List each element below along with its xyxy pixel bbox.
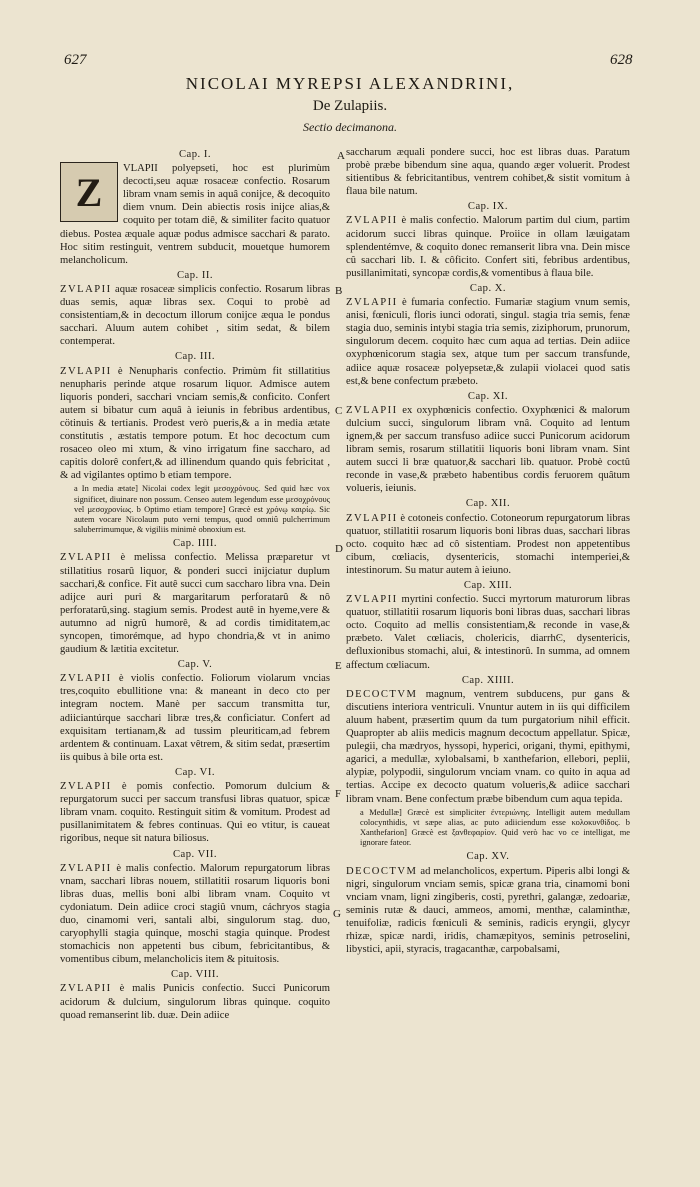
footnote: a In media ætate] Nicolai codex legit μεσοχρόνους. Sed quid hæc vox significet, diuinare non possum. Censeo autem legendum esse μεσοχρόνους vel μεσοχρονίως. b Optimo etiam tempore] Græcè est χρόνῳ καιρίῳ. Sic autem vocare Nicolaum puto verni tempus, quod omniû pulcherrimum saluberrimumque, & vigiliis minimè obnoxium est. bbox=[74, 484, 330, 535]
recipe-lead: ZVLAPII bbox=[60, 862, 112, 874]
recipe-entry bbox=[60, 982, 330, 1021]
margin-letter-g: G bbox=[333, 908, 341, 920]
recipe-entry bbox=[60, 283, 330, 348]
left-column bbox=[60, 146, 330, 1022]
recipe-text: è melissa confectio. Melissa præparetur vt stillatitius rosarû liquor, & ponderi succi inijciatur duplum sacchari,& confice. Fit autê succi cum saccharo libra vna. Dein adijce auri puri & margaritarum perforatarû & nô perforatarû,sing. stagium semis. Prodest autê in hyeme,vere & autumno ad nigrû humorê, & ad cordis timiditatem,ac syncopen, timorémque, ad hypo chondria,& vt in animo gaudium & lætitia excitetur. bbox=[60, 552, 330, 656]
decorated-initial: Z bbox=[60, 162, 118, 222]
recipe-lead: ZVLAPII bbox=[60, 983, 112, 995]
recipe-lead: ZVLAPII bbox=[346, 594, 398, 606]
recipe-lead: ZVLAPII bbox=[346, 297, 398, 309]
margin-letter-d: D bbox=[335, 543, 343, 555]
recipe-text: VLAPII polyepseti, hoc est plurimùm decocti,seu aquæ rosaceæ confectio. Rosarum libram vnam semis in aquâ conijce, & decoquito diem vnum. Dein abiectis rosis inijce alias,& coquito per totam diê, & similiter facito quatuor diebus. Postea æquale aquæ podus admisce sacchari & parato. Hoc sitim restinguit, ventrem subducit, mouetque humorem melancholicum. bbox=[60, 163, 330, 266]
recipe-entry bbox=[60, 162, 330, 267]
page-number-left: 627 bbox=[64, 52, 87, 68]
page-number-right: 628 bbox=[610, 52, 633, 68]
recipe-entry bbox=[60, 365, 330, 483]
running-title: NICOLAI MYREPSI ALEXANDRINI, bbox=[185, 74, 515, 93]
recipe-entry bbox=[60, 780, 330, 845]
chapter-heading: Cap. VI. bbox=[175, 766, 215, 778]
recipe-lead: ZVLAPII bbox=[346, 215, 398, 227]
recipe-lead: DECOCTVM bbox=[346, 688, 418, 700]
chapter-heading: Cap. X. bbox=[469, 282, 507, 294]
recipe-text: è violis confectio. Foliorum violarum vncias tres,coquito ebullitione vna: & maneant in deco cto per integram noctem. Manè per saccum transmitta tur, adiiciantúrque sacchari libræ tres,& conficiatur. Confert ad exquisitam tertianam,& ad tussim pleuriticam,ad febrem ardentem & continuam. Laxat vêtrem, & sitim sedat, præsertim iis quibus à bile orta est. bbox=[60, 673, 330, 763]
recipe-lead: ZVLAPII bbox=[60, 781, 112, 793]
recipe-lead: ZVLAPII bbox=[60, 365, 112, 377]
recipe-text: è pomis confectio. Pomorum dulcium & repurgatorum succi per saccum transfusi libras quatuor, spicæ libram vnam. coquito. Restinguit sitim & vomitum. Prodest ad pusillanimitatem & febres continuas. Qui eo vtitur, is caueat rigoribus, neque sit natura biliosus. bbox=[60, 781, 330, 845]
recipe-lead: DECOCTVM bbox=[346, 865, 418, 877]
chapter-heading: Cap. XV. bbox=[466, 851, 510, 863]
recipe-entry bbox=[60, 551, 330, 656]
recipe-text: è cotoneis confectio. Cotoneorum repurgatorum libras quatuor, stillatitii rosarum liquoris boni libras duas, sacchari libras octo. coquito hæc ad cô sistentiam. Prodest non appetentibus cibum, cœliacis, dysentericis, stomachi intemperiei,& intestinorum. Su matur autem à ieiuno. bbox=[346, 512, 630, 576]
chapter-heading: Cap. IIII. bbox=[172, 538, 218, 550]
recipe-entry bbox=[60, 862, 330, 967]
recipe-text: ad melancholicos, expertum. Piperis albi longi & nigri, singulorum vnciam semis, spicæ grana tria, cinamomi boni vnciam vnam, ligni zingiberis, costi, pyrethri, galangæ, zedoariæ, seminis rutæ & dauci, ammeos, amomi, menthæ, calaminthæ, tenuifoliæ, radicis fœniculi & seminis, radicis eryngii, glycyr rhizæ, spicæ nardi, iridis, chamæpityos, seminis petroselini, libystici, apii, styracis, tragacanthæ, carpobalsami, bbox=[346, 865, 630, 956]
chapter-heading: Cap. IX. bbox=[467, 201, 509, 213]
recipe-text: è malis confectio. Malorum repurgatorum libras vnam, sacchari libras nouem, stillatitii rosarum liquoris boni libras duas, mellis boni albi libram vnam. Coquito vt cydoniatum. Dein adiice croci stagiû vnum, cáchryos stagia duo, cinamomi veri, santali albi, singulorum stag. duo, caryophylli stagia quinque, moschi stagia quinque. Prodest stomachicis non appetenti bus cibum, febricitantibus, & vomentibus cibum, melancholicis item & pituitosis. bbox=[60, 862, 330, 966]
recipe-entry bbox=[346, 688, 630, 806]
recipe-entry bbox=[346, 404, 630, 496]
margin-letter-b: B bbox=[335, 285, 343, 297]
recipe-entry bbox=[346, 296, 630, 388]
chapter-heading: Cap. III. bbox=[174, 351, 216, 363]
margin-letter-a: A bbox=[337, 150, 345, 162]
footnote: a Medullæ] Græcè est simpliciter ἐντεριώνης. Intelligit autem medullam colocynthidis, vt sæpe alias, ac puto adiiciendum esse κολοκυνθίδος. b Xanthefarion] Græcè est ξανθεφαρίον. Quid verò hac vo ce intelligat, me ignorare fateor. bbox=[360, 807, 630, 848]
margin-letter-e: E bbox=[335, 660, 342, 672]
recipe-entry bbox=[346, 865, 630, 957]
recipe-entry bbox=[346, 593, 630, 672]
margin-letter-c: C bbox=[335, 405, 343, 417]
recipe-text: è malis confectio. Malorum partim dul cium, partim acidorum succi libras quinque. Proiice in ollam læuigatam splendentémve, & coquito donec remanserit libra vna. Dein misce cû sacchari lib. I. & côficito. Confert siti, febribus ardentibus, pusillanimitati, syncopæ cordis,& vomentibus à flaua bile. bbox=[346, 215, 630, 279]
recipe-entry bbox=[346, 512, 630, 577]
recipe-continuation: saccharum æquali pondere succi, hoc est libras duas. Paratum probè præbe bibendum sine aqua, quando æger voluerit. Prodest sitientibus & febricitantibus, ventrem cohibet,& sistit vomitum à flaua bile natum. bbox=[346, 147, 630, 198]
recipe-entry bbox=[60, 672, 330, 764]
recipe-text: è Nenupharis confectio. Primùm fit stillatitius nenupharis perinde atque rosarum liquor. Admisce autem liquoris ponderi, sacchari vnciam semis,& conficito. Confert autem si bibatur cum aquâ à ieiunis in febribus ardentibus, cötinuis & tertianis. Prodest verò pueris,& a in media ætate constitutis , æstatis tempore potum. Et hoc decoctum cum rosaceo oleo mi xtum, & vino irrigatum fine saccharo, ad capitis dolorê confert,& ad illinendum quando quis febricitat , & ad vigilantes optimo b etiam tempore. bbox=[60, 365, 330, 482]
subsection-title: Sectio decimanona. bbox=[303, 120, 397, 134]
chapter-heading: Cap. XIII. bbox=[463, 580, 513, 591]
margin-letter-f: F bbox=[335, 788, 342, 800]
chapter-heading: Cap. V. bbox=[177, 659, 213, 671]
recipe-text: myrtini confectio. Succi myrtorum maturorum libras quatuor, stillatitii rosarum liquoris boni libras duas, sacchari libras octo. Coquito ad mellis consistentiam,& reconde in vase,& præbeto. Valet cœliacis, cholericis, diarrhϾ, dysentericis, defluxionibus stomachi, alui, & intestinorû. In summa, ad omnem affectum cœliacum. bbox=[346, 594, 630, 671]
recipe-text: aquæ rosaceæ simplicis confectio. Rosarum libras duas semis, aquæ libras sex. Coqui to probè ad consistentiam,& in decoctum illorum conijce æqua le pondus sacchari. Aluum autem cohibet , sitim sedat, & bilem contemperat. bbox=[60, 283, 330, 348]
chapter-heading: Cap. II. bbox=[176, 269, 214, 281]
chapter-heading: Cap. I. bbox=[178, 149, 212, 160]
chapter-heading: Cap. XII. bbox=[465, 498, 511, 510]
recipe-text: è fumaria confectio. Fumariæ stagium vnum semis, anisi, fœniculi, floris iunci odorati, singul. stagia tria semis, fenæ stagia duo, seminis intybi stagia tria semis, ziziphorum, prunorum, singulorum decem. coquito hæc cum aqua ad tertias. Dein adiice oxyphœnicorum stagia sex, atque tum per saccum transfunde, adiice aquæ rosaceæ polyepsetæ,& zulapii violacei quod satis est,& bene confectum præbeto. bbox=[346, 297, 630, 387]
recipe-entry bbox=[346, 214, 630, 279]
recipe-text: ex oxyphœnicis confectio. Oxyphœnici & malorum dulcium succi, singulorum libram vnâ. Coquito ad lentum ignem,& per saccum transfuso adiice succi Punicorum acidorum libram semis, rosarum stillatitii liquoris boni libram vnam. Sint autem succi li bræ quatuor,& sacchari lib. quatuor. Probè coctû reconde in vase,& præbeto habentibus cordis feruorem quâtum volueris, ieiunis. bbox=[346, 404, 630, 495]
chapter-heading: Cap. VII. bbox=[172, 848, 218, 860]
recipe-lead: ZVLAPII bbox=[60, 552, 112, 564]
chapter-heading: Cap. XIIII. bbox=[461, 674, 515, 686]
recipe-lead: ZVLAPII bbox=[60, 673, 112, 685]
recipe-lead: ZVLAPII bbox=[60, 283, 112, 295]
recipe-lead: ZVLAPII bbox=[346, 512, 398, 524]
right-column bbox=[346, 146, 630, 956]
chapter-heading: Cap. VIII. bbox=[170, 969, 220, 981]
recipe-text: magnum, ventrem subducens, pur gans & discutiens interiora ventriculi. Vnuntur autem in iis qui difficilem aluum habent, præsertim quum da tum purgatorium nihil efficit. Quapropter ab aliis medicis magnum decoctum appellatur. Spicæ, pulegii, cha mædryos, hyssopi, hyperici, origani, thymi, epithymi, agarici, a medullæ, xylobalsami, b xanthefarion, ellebori, peplii, alypiæ, polypodii, singulorum vnciam vnam. co quito in aqua ad tertias. Accipe ex decocto quatum volueris,& adiice sacchari libram vnam. Bene confectum præbe bibendum cum aqua tepida. bbox=[346, 688, 630, 805]
recipe-lead: ZVLAPII bbox=[346, 404, 398, 416]
chapter-heading: Cap. XI. bbox=[467, 390, 509, 402]
section-title: De Zulapiis. bbox=[312, 98, 388, 114]
recipe-text: è malis Punicis confectio. Succi Punicorum acidorum & dulcium, singulorum libras quinque. coquito quoad remanserint lib. duæ. Dein adiice bbox=[60, 983, 330, 1021]
